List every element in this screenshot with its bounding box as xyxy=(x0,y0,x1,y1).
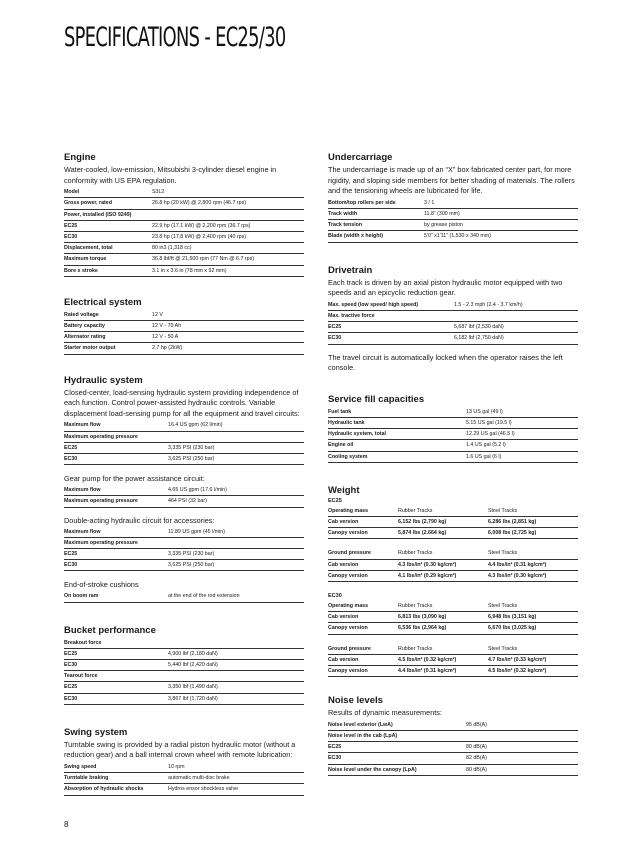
spec-value: 5.15 US gal (19.5 l) xyxy=(466,417,578,428)
weight-label: Canopy version xyxy=(328,570,398,581)
weight-row xyxy=(328,517,578,528)
spec-row xyxy=(64,220,304,231)
spec-label: Turntable braking xyxy=(64,773,168,784)
spec-row xyxy=(64,454,304,465)
weight-ec30-mass-table xyxy=(328,601,578,635)
spec-value: 1.6 US gal (6 l) xyxy=(466,451,578,462)
weight-label: Ground pressure xyxy=(328,548,398,559)
weight-value: 6,008 lbs (2,725 kg) xyxy=(488,528,578,539)
weight-value: 4.7 lbs/in² (0.33 kg/cm²) xyxy=(488,654,578,665)
spec-label: Hydraulic tank xyxy=(328,417,466,428)
spec-value: 36.8 lbf/ft @ 21,600 rpm (77 Nm @ 6.7 rps) xyxy=(152,254,304,265)
bucket-section xyxy=(64,625,304,705)
spec-value: 4.65 US gpm (17.6 l/min) xyxy=(168,485,304,496)
spec-label: Displacement, total xyxy=(64,243,152,254)
spec-label: Maximum operating pressure xyxy=(64,431,168,442)
spec-label: EC30 xyxy=(64,560,168,571)
spec-value: 3 / 1 xyxy=(424,198,578,209)
drivetrain-heading: Drivetrain xyxy=(328,264,373,276)
weight-label: Canopy version xyxy=(328,623,398,634)
weight-value: Steel Tracks xyxy=(488,644,578,655)
spec-row xyxy=(64,693,304,704)
spec-value xyxy=(466,731,578,742)
spec-label: Max. tractive force xyxy=(328,310,454,321)
spec-value xyxy=(168,537,304,548)
undercarriage-desc: The undercarriage is made up of an “X” box fabricated center part, for more rigidity, and sloping side members for better shading of materials. The rollers and the tensioning wheels are lubricated for life. xyxy=(328,165,575,196)
spec-row xyxy=(64,485,304,496)
spec-row xyxy=(64,549,304,560)
spec-value: 5,687 lbf (2,530 daN) xyxy=(454,322,578,333)
undercarriage-section xyxy=(328,152,578,243)
spec-row xyxy=(64,198,304,209)
weight-row xyxy=(328,601,578,612)
spec-label: Swing speed xyxy=(64,762,168,773)
spec-label: On boom ram xyxy=(64,591,168,602)
weight-value: 6,152 lbs (2,790 kg) xyxy=(398,517,488,528)
spec-row xyxy=(64,254,304,265)
spec-row xyxy=(328,322,578,333)
spec-label: Track width xyxy=(328,208,424,219)
spec-row xyxy=(64,243,304,254)
weight-value: 4.5 lbs/in² (0.32 kg/cm²) xyxy=(488,666,578,677)
spec-value: 16.4 US gpm (62 l/min) xyxy=(168,420,304,431)
spec-row xyxy=(328,333,578,344)
spec-label: EC25 xyxy=(64,442,168,453)
weight-row xyxy=(328,644,578,655)
service-table xyxy=(328,407,578,463)
spec-label: EC25 xyxy=(64,648,168,659)
spec-value: 3,625 PSI (250 bar) xyxy=(168,454,304,465)
engine-section xyxy=(64,152,304,277)
weight-value: Steel Tracks xyxy=(488,548,578,559)
weight-heading: Weight xyxy=(328,484,360,496)
bucket-heading: Bucket performance xyxy=(64,624,156,636)
spec-value: 6,182 lbf (2,750 daN) xyxy=(454,333,578,344)
spec-value: S3L2 xyxy=(152,187,304,198)
spec-value: automatic multi-disc brake xyxy=(168,773,304,784)
spec-row xyxy=(64,671,304,682)
swing-desc: Turntable swing is provided by a radial piston hydraulic motor (without a reduction gear) and a ball internal crown wheel with remote lubrication: xyxy=(64,739,296,760)
weight-label: Cab version xyxy=(328,612,398,623)
hydraulic-table-double xyxy=(64,527,304,572)
drivetrain-note: The travel circuit is automatically locked when the operator raises the left console. xyxy=(328,352,563,373)
hydraulic-desc: Closed-center, load-sensing hydraulic system providing independence of each function. Control power-assisted hydraulic controls. Variable displacement load-sensing pump for all the equipment and travel circuits: xyxy=(64,387,300,418)
weight-ec25-pressure-table xyxy=(328,548,578,582)
spec-row xyxy=(64,187,304,198)
weight-value: 5,874 lbs (2.664 kg) xyxy=(398,528,488,539)
noise-heading: Noise levels xyxy=(328,695,383,707)
engine-heading: Engine xyxy=(64,152,96,163)
spec-label: Max. speed (low speed/ high speed) xyxy=(328,300,454,311)
drivetrain-desc: Each track is driven by an axial piston hydraulic motor equipped with two speeds and an epicyclic reduction gear. xyxy=(328,277,563,298)
spec-value: 2.7 hp (2kW) xyxy=(152,343,304,354)
spec-value: 26.8 hp (20 kW) @ 2,800 rpm (46.7 rps) xyxy=(152,198,304,209)
spec-row xyxy=(64,232,304,243)
weight-section xyxy=(328,485,578,677)
spec-label: Bottom/top rollers per side xyxy=(328,198,424,209)
spec-row xyxy=(64,591,304,602)
spec-row xyxy=(328,310,578,321)
spec-label: EC25 xyxy=(328,742,466,753)
spec-label: EC30 xyxy=(328,753,466,764)
spec-row xyxy=(64,784,304,795)
spec-row xyxy=(64,431,304,442)
hydraulic-table-eos xyxy=(64,591,304,602)
left-column xyxy=(64,152,304,796)
weight-row xyxy=(328,559,578,570)
undercarriage-table xyxy=(328,198,578,243)
spec-value xyxy=(168,638,304,649)
weight-row xyxy=(328,548,578,559)
bucket-table xyxy=(64,638,304,705)
right-column xyxy=(328,152,578,776)
weight-row xyxy=(328,570,578,581)
spec-label: Blade (width x height) xyxy=(328,231,424,242)
spec-label: EC25 xyxy=(64,682,168,693)
spec-value: 82 dB(A) xyxy=(466,753,578,764)
spec-value: 3,335 PSI (230 bar) xyxy=(168,549,304,560)
spec-label: Maximum flow xyxy=(64,420,168,431)
spec-label: Rated voltage xyxy=(64,310,152,321)
weight-ec25-mass-table xyxy=(328,506,578,540)
spec-row xyxy=(328,300,578,311)
spec-label: Maximum torque xyxy=(64,254,152,265)
spec-value: Hydros ensor shockless valve xyxy=(168,784,304,795)
spec-value: 5'0” x1'11” (1,530 x 340 mm) xyxy=(424,231,578,242)
weight-ec30-label: EC30 xyxy=(328,593,342,600)
spec-label: Track tension xyxy=(328,220,424,231)
spec-row xyxy=(328,407,578,418)
drivetrain-section xyxy=(328,265,578,374)
spec-label: Hydraulic system, total xyxy=(328,429,466,440)
hydraulic-heading: Hydraulic system xyxy=(64,374,143,386)
spec-label: EC30 xyxy=(64,454,168,465)
spec-value: 80 dB(A) xyxy=(466,764,578,775)
spec-row xyxy=(328,198,578,209)
spec-label: Noise level exterior (LwA) xyxy=(328,720,466,731)
spec-label: Fuel tank xyxy=(328,407,466,418)
weight-row xyxy=(328,506,578,517)
spec-label: Maximum operating pressure xyxy=(64,537,168,548)
spec-row xyxy=(328,440,578,451)
spec-row xyxy=(328,208,578,219)
spec-row xyxy=(328,742,578,753)
electrical-table xyxy=(64,310,304,355)
spec-value: 12.29 US gal (46.5 l) xyxy=(466,429,578,440)
spec-row xyxy=(64,209,304,220)
weight-row xyxy=(328,666,578,677)
weight-value: 4.3 lbs/in² (0.30 kg/cm²) xyxy=(398,559,488,570)
weight-ec25-label: EC25 xyxy=(328,497,342,504)
spec-row xyxy=(64,420,304,431)
spec-label: Maximum operating pressure xyxy=(64,496,168,507)
weight-value: 6,813 lbs (3,090 kg) xyxy=(398,612,488,623)
weight-value: Steel Tracks xyxy=(488,601,578,612)
spec-row xyxy=(64,660,304,671)
spec-row xyxy=(64,496,304,507)
weight-value: Steel Tracks xyxy=(488,506,578,517)
weight-label: Ground pressure xyxy=(328,644,398,655)
spec-value: 3,335 PSI (230 bar) xyxy=(168,442,304,453)
spec-label: EC30 xyxy=(64,232,152,243)
spec-row xyxy=(328,720,578,731)
swing-table xyxy=(64,762,304,796)
spec-row xyxy=(64,773,304,784)
spec-value: by grease piston xyxy=(424,220,578,231)
spec-value: 95 dB(A) xyxy=(466,720,578,731)
weight-row xyxy=(328,623,578,634)
spec-label: Noise level under the canopy (LpA) xyxy=(328,764,466,775)
weight-label: Operating mass xyxy=(328,601,398,612)
spec-label: EC25 xyxy=(64,220,152,231)
spec-value xyxy=(168,671,304,682)
spec-row xyxy=(64,442,304,453)
weight-value: 4.1 lbs/in² (0.29 kg/cm²) xyxy=(398,570,488,581)
drivetrain-table xyxy=(328,300,578,345)
spec-label: Noise level in the cab (LpA) xyxy=(328,731,466,742)
spec-value: 10 rpm xyxy=(168,762,304,773)
weight-value: 4.3 lbs/in² (0.30 kg/cm²) xyxy=(488,570,578,581)
swing-heading: Swing system xyxy=(64,726,128,738)
weight-value: Rubber Tracks xyxy=(398,506,488,517)
hydraulic-table-main xyxy=(64,420,304,465)
spec-row xyxy=(328,220,578,231)
weight-label: Canopy version xyxy=(328,528,398,539)
spec-value: 3,867 lbf (1,720 daN) xyxy=(168,693,304,704)
weight-value: 6,948 lbs (3,151 kg) xyxy=(488,612,578,623)
undercarriage-heading: Undercarriage xyxy=(328,152,393,163)
spec-row xyxy=(328,417,578,428)
spec-label: Absorption of hydraulic shocks xyxy=(64,784,168,795)
spec-label: EC25 xyxy=(328,322,454,333)
electrical-heading: Electrical system xyxy=(64,296,142,308)
spec-value: 22.9 hp (17.1 kW) @ 2,200 rpm (36.7 rps) xyxy=(152,220,304,231)
spec-value: 3,625 PSI (250 bar) xyxy=(168,560,304,571)
spec-label: Maximum flow xyxy=(64,485,168,496)
spec-label: Gross power, rated xyxy=(64,198,152,209)
spec-label: Starter motor output xyxy=(64,343,152,354)
spec-label: Power, installed (ISO 9249) xyxy=(64,209,152,220)
spec-row xyxy=(328,753,578,764)
spec-value xyxy=(168,431,304,442)
spec-row xyxy=(328,764,578,775)
spec-value: 11.8” (300 mm) xyxy=(424,208,578,219)
spec-label: Engine oil xyxy=(328,440,466,451)
service-section xyxy=(328,394,578,463)
weight-label: Cab version xyxy=(328,654,398,665)
spec-value: 5,440 lbf (2,420 daN) xyxy=(168,660,304,671)
spec-label: EC30 xyxy=(328,333,454,344)
spec-row xyxy=(328,429,578,440)
spec-row xyxy=(64,648,304,659)
spec-value: 4,900 lbf (2,180 daN) xyxy=(168,648,304,659)
weight-label: Operating mass xyxy=(328,506,398,517)
spec-value: at the end of the rod extension xyxy=(168,591,304,602)
weight-row xyxy=(328,654,578,665)
noise-desc: Results of dynamic measurements: xyxy=(328,708,442,718)
eos-title: End-of-stroke cushions xyxy=(64,580,139,590)
spec-value: 80 in3 (1,318 cc) xyxy=(152,243,304,254)
double-acting-title: Double-acting hydraulic circuit for accessories: xyxy=(64,515,215,525)
spec-label: Tearout force xyxy=(64,671,168,682)
weight-label: Canopy version xyxy=(328,666,398,677)
spec-label: Alternator rating xyxy=(64,332,152,343)
spec-row xyxy=(64,310,304,321)
spec-label: Bore x stroke xyxy=(64,265,152,276)
spec-row xyxy=(328,451,578,462)
weight-value: Rubber Tracks xyxy=(398,644,488,655)
spec-row xyxy=(328,231,578,242)
spec-value: 80 dB(A) xyxy=(466,742,578,753)
swing-section xyxy=(64,727,304,796)
spec-row xyxy=(64,762,304,773)
spec-row xyxy=(328,731,578,742)
noise-section xyxy=(328,695,578,776)
spec-value xyxy=(454,310,578,321)
spec-row xyxy=(64,682,304,693)
hydraulic-section xyxy=(64,375,304,603)
spec-row xyxy=(64,332,304,343)
weight-value: 6,536 lbs (2,964 kg) xyxy=(398,623,488,634)
spec-value: 12 V - 50 A xyxy=(152,332,304,343)
spec-value: 3,350 lbf (1,490 daN) xyxy=(168,682,304,693)
service-heading: Service fill capacities xyxy=(328,393,425,405)
engine-table xyxy=(64,187,304,277)
weight-label: Cab version xyxy=(328,559,398,570)
spec-value: 1.4 US gal (5.2 l) xyxy=(466,440,578,451)
spec-label: Maximum flow xyxy=(64,527,168,538)
spec-row xyxy=(64,560,304,571)
weight-value: 4.4 lbs/in² (0.31 kg/cm²) xyxy=(398,666,488,677)
weight-row xyxy=(328,528,578,539)
spec-label: Cooling system xyxy=(328,451,466,462)
spec-row xyxy=(64,527,304,538)
spec-label: Breakout force xyxy=(64,638,168,649)
spec-value: 464 PSI (32 bar) xyxy=(168,496,304,507)
hydraulic-table-gear xyxy=(64,485,304,507)
spec-row xyxy=(64,343,304,354)
spec-value: 12 V - 70 Ah xyxy=(152,321,304,332)
weight-value: 6,670 lbs (3,025 kg) xyxy=(488,623,578,634)
gear-pump-title: Gear pump for the power assistance circuit: xyxy=(64,474,205,484)
page-number: 8 xyxy=(64,820,69,829)
weight-value: Rubber Tracks xyxy=(398,601,488,612)
spec-value: 13 US gal (49 l) xyxy=(466,407,578,418)
noise-table xyxy=(328,720,578,776)
weight-label: Cab version xyxy=(328,517,398,528)
spec-value xyxy=(152,209,304,220)
spec-label: Battery capacity xyxy=(64,321,152,332)
weight-value: 4.5 lbs/in² (0.32 kg/cm²) xyxy=(398,654,488,665)
weight-value: 6,286 lbs (2,851 kg) xyxy=(488,517,578,528)
engine-desc: Water-cooled, low-emission, Mitsubishi 3-cylinder diesel engine in conformity with US EPA regulation. xyxy=(64,165,277,185)
spec-label: EC30 xyxy=(64,660,168,671)
spec-label: Model xyxy=(64,187,152,198)
weight-ec30-pressure-table xyxy=(328,644,578,678)
spec-value: 3.1 in x 3.6 in (78 mm x 92 mm) xyxy=(152,265,304,276)
page-title: SPECIFICATIONS - EC25/30 xyxy=(64,22,286,53)
spec-value: 11.89 US gpm (45 l/min) xyxy=(168,527,304,538)
spec-row xyxy=(64,265,304,276)
spec-value: 1.5 - 2.3 mph (2.4 - 3.7 km/h) xyxy=(454,300,578,311)
weight-value: Rubber Tracks xyxy=(398,548,488,559)
spec-row xyxy=(64,537,304,548)
weight-value: 4.4 lbs/in² (0.31 kg/cm²) xyxy=(488,559,578,570)
spec-row xyxy=(64,638,304,649)
weight-row xyxy=(328,612,578,623)
spec-label: EC30 xyxy=(64,693,168,704)
spec-row xyxy=(64,321,304,332)
spec-value: 12 V xyxy=(152,310,304,321)
spec-value: 23.8 hp (17.8 kW) @ 2,400 rpm (40 rps) xyxy=(152,232,304,243)
electrical-section xyxy=(64,297,304,355)
spec-label: EC25 xyxy=(64,549,168,560)
